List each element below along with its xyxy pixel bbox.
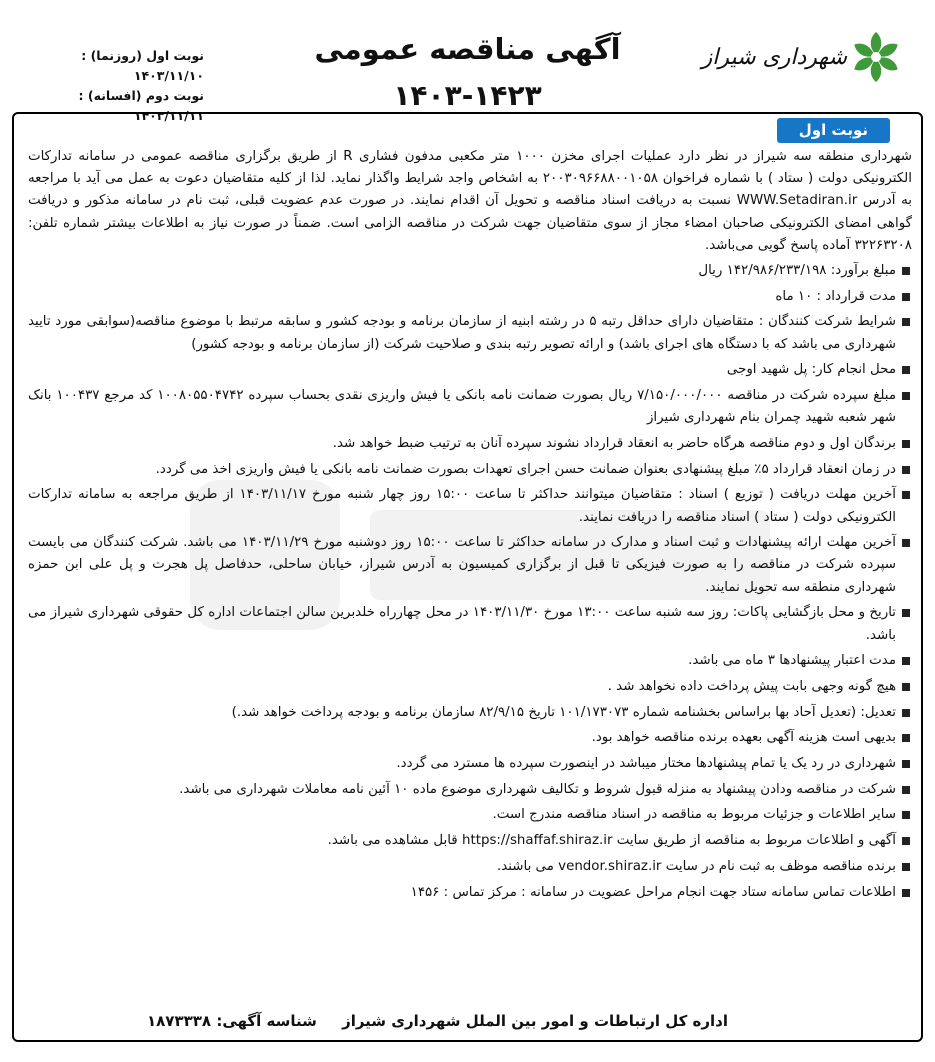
list-item: مبلغ برآورد: ۱۴۲/۹۸۶/۲۳۳/۱۹۸ ریال	[28, 260, 912, 282]
department-name: اداره کل ارتباطات و امور بین الملل شهرداری شیراز	[342, 1012, 728, 1030]
ad-id: شناسه آگهی: ۱۸۷۳۳۳۸	[147, 1012, 317, 1030]
turn-first: نوبت اول (روزنما) : ۱۴۰۳/۱۱/۱۰	[81, 48, 204, 83]
bullet-icon	[902, 863, 910, 871]
list-item: اطلاعات تماس سامانه ستاد جهت انجام مراحل عضویت در سامانه : مرکز تماس : ۱۴۵۶	[28, 882, 912, 904]
header	[0, 0, 935, 123]
list-item: محل انجام کار: پل شهید اوجی	[28, 359, 912, 381]
tender-body	[28, 146, 912, 907]
bullet-icon	[902, 293, 910, 301]
list-item: مدت اعتبار پیشنهادها ۳ ماه می باشد.	[28, 650, 912, 672]
bullet-icon	[902, 392, 910, 400]
list-item: شرایط شرکت کنندگان : متقاضیان دارای حداقل رتبه ۵ در رشته ابنیه از سازمان برنامه و بودجه کشور و سابقه مرتبط با موضوع مناقصه(سوابقی مورد تایید شهرداری می باشد که با دستگاه های اجرای باشد) و ارائه تصویر رتبه بندی و صلاحیت شرکت (از سازمان برنامه و بودجه کشور)	[28, 311, 912, 355]
intro-paragraph: شهرداری منطقه سه شیراز در نظر دارد عملیات اجرای مخزن ۱۰۰۰ متر مکعبی مدفون فشاری R از طریق برگزاری مناقصه عمومی در سامانه تدارکات الکترونیکی دولت ( ستاد ) با شماره فراخوان ۲۰۰۳۰۹۶۶۸۸۰۰۱۰۵۸ به اشخاص واجد شرایط واگذار نماید. لذا از کلیه متقاضیان دعوت به عمل می آید با مراجعه به آدرس WWW.Setadiran.ir نسبت به دریافت اسناد مناقصه و تحویل آن اقدام نمایند. در صورت عدم عضویت قبلی، ثبت نام در سامانه مذکور و دریافت گواهی امضای الکترونیکی صاحبان امضاء مجاز از سوی متقاضیان جهت شرکت در مناقصه الزامی است. ضمناً در صورت نیاز به اطلاعات بیشتر شماره تلفن: ۳۲۲۶۳۲۰۸ آماده پاسخ گویی می‌باشد.	[28, 149, 913, 253]
municipality-logo	[696, 28, 905, 86]
bullet-icon	[902, 837, 910, 845]
bullet-icon	[902, 318, 910, 326]
bullet-icon	[902, 709, 910, 717]
list-item: بدیهی است هزینه آگهی بعهده برنده مناقصه خواهد بود.	[28, 727, 912, 749]
bullet-icon	[902, 440, 910, 448]
bullet-icon	[902, 683, 910, 691]
bullet-icon	[902, 539, 910, 547]
bullet-icon	[902, 657, 910, 665]
logo-text: شهرداری شیراز	[701, 44, 847, 70]
tender-number: ۱۴۰۳-۱۴۲۳	[393, 79, 542, 112]
list-item: آخرین مهلت دریافت ( توزیع ) اسناد : متقاضیان میتوانند حداکثر تا ساعت ۱۵:۰۰ روز چهار شنبه مورخ ۱۴۰۳/۱۱/۱۷ از طریق مراجعه به سامانه تدارکات الکترونیکی دولت ( ستاد ) اسناد مناقصه را دریافت نمایند.	[28, 484, 912, 528]
flower-logo-icon	[847, 28, 905, 86]
bullet-icon	[902, 366, 910, 374]
list-item: در زمان انعقاد قرارداد ۵٪ مبلغ پیشنهادی بعنوان ضمانت حسن اجرای تعهدات بصورت ضمانت نامه بانکی یا فیش واریزی اخذ می گردد.	[28, 459, 912, 481]
bullet-icon	[902, 466, 910, 474]
list-item: تاریخ و محل بازگشایی پاکات: روز سه شنبه ساعت ۱۳:۰۰ مورخ ۱۴۰۳/۱۱/۳۰ در محل چهارراه خلدبرین سالن اجتماعات اداره کل حقوقی شهرداری شیراز می باشد.	[28, 602, 912, 646]
bullet-icon	[902, 491, 910, 499]
list-item: آخرین مهلت ارائه پیشنهادات و ثبت اسناد و مدارک در سامانه حداکثر تا ساعت ۱۵:۰۰ روز دوشنبه مورخ ۱۴۰۳/۱۱/۲۹ می باشد. شرکت کنندگان می بایست سپرده شرکت در مناقصه را به صورت فیزیکی تا قبل از برگزاری کمیسیون به آدرس شیراز، خیابان ساحلی، حدفاصل پل هجرت و پل علی ابن حمزه شهرداری منطقه سه تحویل نمایند.	[28, 532, 912, 599]
bullet-icon	[902, 267, 910, 275]
tender-conditions-list	[28, 260, 912, 904]
list-item: برندگان اول و دوم مناقصه هرگاه حاضر به انعقاد قرارداد نشوند سپرده آنان به ترتیب ضبط خواهد شد.	[28, 433, 912, 455]
list-item: برنده مناقصه موظف به ثبت نام در سایت vendor.shiraz.ir می باشند.	[28, 856, 912, 878]
footer	[12, 1006, 923, 1040]
bullet-icon	[902, 786, 910, 794]
list-item: تعدیل: (تعدیل آحاد بها براساس بخشنامه شماره ۱۰۱/۱۷۳۰۷۳ تاریخ ۸۲/۹/۱۵ سازمان برنامه و بودجه پرداخت خواهد شد.)	[28, 702, 912, 724]
list-item: سایر اطلاعات و جزئیات مربوط به مناقصه در اسناد مناقصه مندرج است.	[28, 804, 912, 826]
list-item: مبلغ سپرده شرکت در مناقصه ۷/۱۵۰/۰۰۰/۰۰۰ ریال بصورت ضمانت نامه بانکی یا فیش واریزی نقدی بحساب سپرده ۱۰۰۸۰۵۵۰۴۷۴۲ کد مرجع ۱۰۰۴۳۷ بانک شهر شعبه شهید چمران بنام شهرداری شیراز	[28, 385, 912, 429]
list-item: آگهی و اطلاعات مربوط به مناقصه از طریق سایت https://shaffaf.shiraz.ir قابل مشاهده می باشد.	[28, 830, 912, 852]
bullet-icon	[902, 609, 910, 617]
list-item: مدت قرارداد : ۱۰ ماه	[28, 286, 912, 308]
turn-badge: نوبت اول	[777, 118, 890, 143]
list-item: هیچ گونه وجهی بابت پیش پرداخت داده نخواهد شد .	[28, 676, 912, 698]
bullet-icon	[902, 811, 910, 819]
turn-second: نوبت دوم (افسانه) : ۱۴۰۳/۱۱/۱۱	[78, 88, 204, 123]
bullet-icon	[902, 760, 910, 768]
bullet-icon	[902, 734, 910, 742]
list-item: شهرداری در رد یک یا تمام پیشنهادها مختار میباشد در اینصورت سپرده ها مسترد می گردد.	[28, 753, 912, 775]
page-title: آگهی مناقصه عمومی	[314, 32, 621, 66]
bullet-icon	[902, 889, 910, 897]
list-item: شرکت در مناقصه ودادن پیشنهاد به منزله قبول شروط و تکالیف شهرداری موضوع ماده ۱۰ آئین نامه معاملات شهرداری می باشد.	[28, 779, 912, 801]
